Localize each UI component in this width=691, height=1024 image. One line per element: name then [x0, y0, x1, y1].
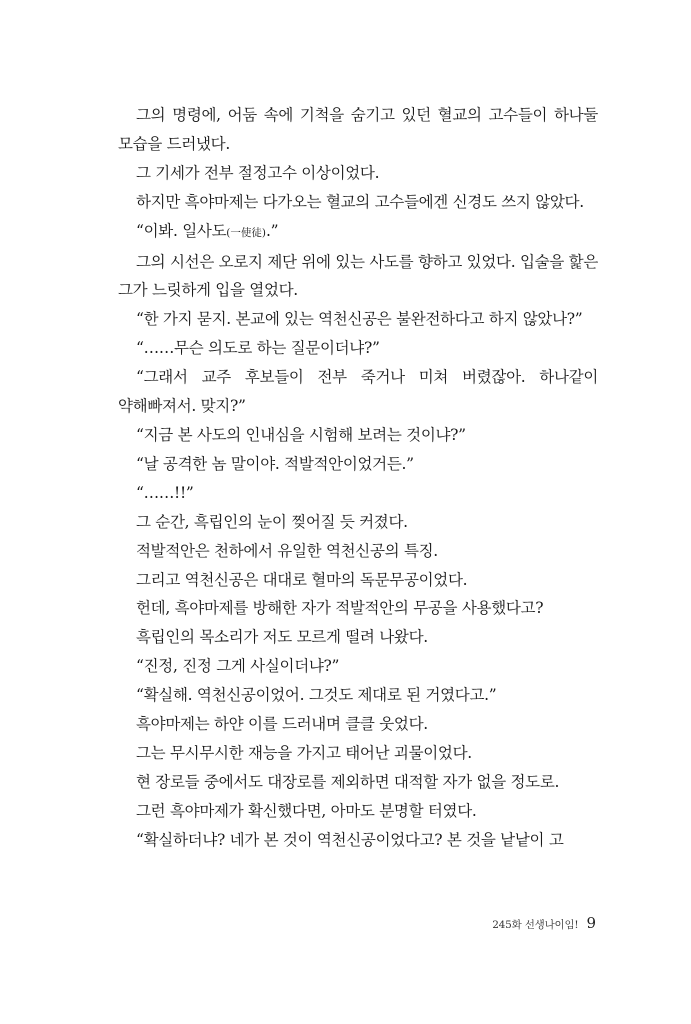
paragraph: 그의 명령에, 어둠 속에 기척을 숨기고 있던 혈교의 고수들이 하나둘 모습을 드러냈다. [118, 106, 598, 153]
paragraph: 그 순간, 흑립인의 눈이 찢어질 듯 커졌다. [136, 512, 408, 531]
paragraph: “진정, 진정 그게 사실이더냐?” [136, 657, 340, 676]
paragraph: 하지만 흑야마제는 다가오는 혈교의 고수들에겐 신경도 쓰지 않았다. [136, 192, 584, 211]
paragraph: 흑야마제는 하얀 이를 드러내며 클클 웃었다. [136, 715, 428, 734]
paragraph: 그의 시선은 오로지 제단 위에 있는 사도를 향하고 있었다. 입술을 핥은 그가 느릿하게 입을 열었다. [118, 252, 598, 300]
paragraph-text: “이봐. 일사도 [136, 221, 227, 240]
paragraph: “날 공격한 놈 말이야. 적발적안이었거든.” [136, 454, 414, 473]
paragraph: 그리고 역천신공은 대대로 혈마의 독문무공이었다. [136, 570, 468, 589]
paragraph: 그는 무시무시한 재능을 가지고 태어난 괴물이었다. [136, 743, 472, 762]
closing-quote: .” [265, 221, 279, 240]
paragraph: “한 가지 묻지. 본교에 있는 역천신공은 불완전하다고 하지 않았나?” [136, 310, 583, 329]
paragraph: “……!!” [136, 483, 194, 502]
paragraph: “그래서 교주 후보들이 전부 죽거나 미쳐 버렸잖아. 하나같이 약해빠져서. 맞지?” [118, 368, 598, 416]
paragraph: “확실해. 역천신공이었어. 그것도 제대로 된 거였다고.” [136, 686, 497, 705]
paragraph: “확실하더냐? 네가 본 것이 역천신공이었다고? 본 것을 낱낱이 고 [136, 830, 564, 849]
page-footer [492, 914, 596, 932]
paragraph: 그런 흑야마제가 확신했다면, 아마도 분명할 터였다. [136, 801, 477, 820]
page-number: 9 [586, 914, 596, 932]
paragraph [118, 217, 598, 248]
hanja-annotation: (一使徒) [226, 226, 266, 239]
paragraph: 흑립인의 목소리가 저도 모르게 떨려 나왔다. [136, 628, 428, 647]
paragraph: 현 장로들 중에서도 대장로를 제외하면 대적할 자가 없을 정도로. [136, 772, 560, 791]
chapter-title: 245화 선생나이임! [492, 919, 579, 931]
body-text [118, 101, 598, 855]
paragraph: 적발적안은 천하에서 유일한 역천신공의 특징. [136, 541, 438, 560]
paragraph: 헌데, 흑야마제를 방해한 자가 적발적안의 무공을 사용했다고? [136, 599, 544, 618]
paragraph: “……무슨 의도로 하는 질문이더냐?” [136, 339, 380, 358]
paragraph: “지금 본 사도의 인내심을 시험해 보려는 것이냐?” [136, 425, 466, 444]
paragraph: 그 기세가 전부 절정고수 이상이었다. [136, 163, 380, 182]
